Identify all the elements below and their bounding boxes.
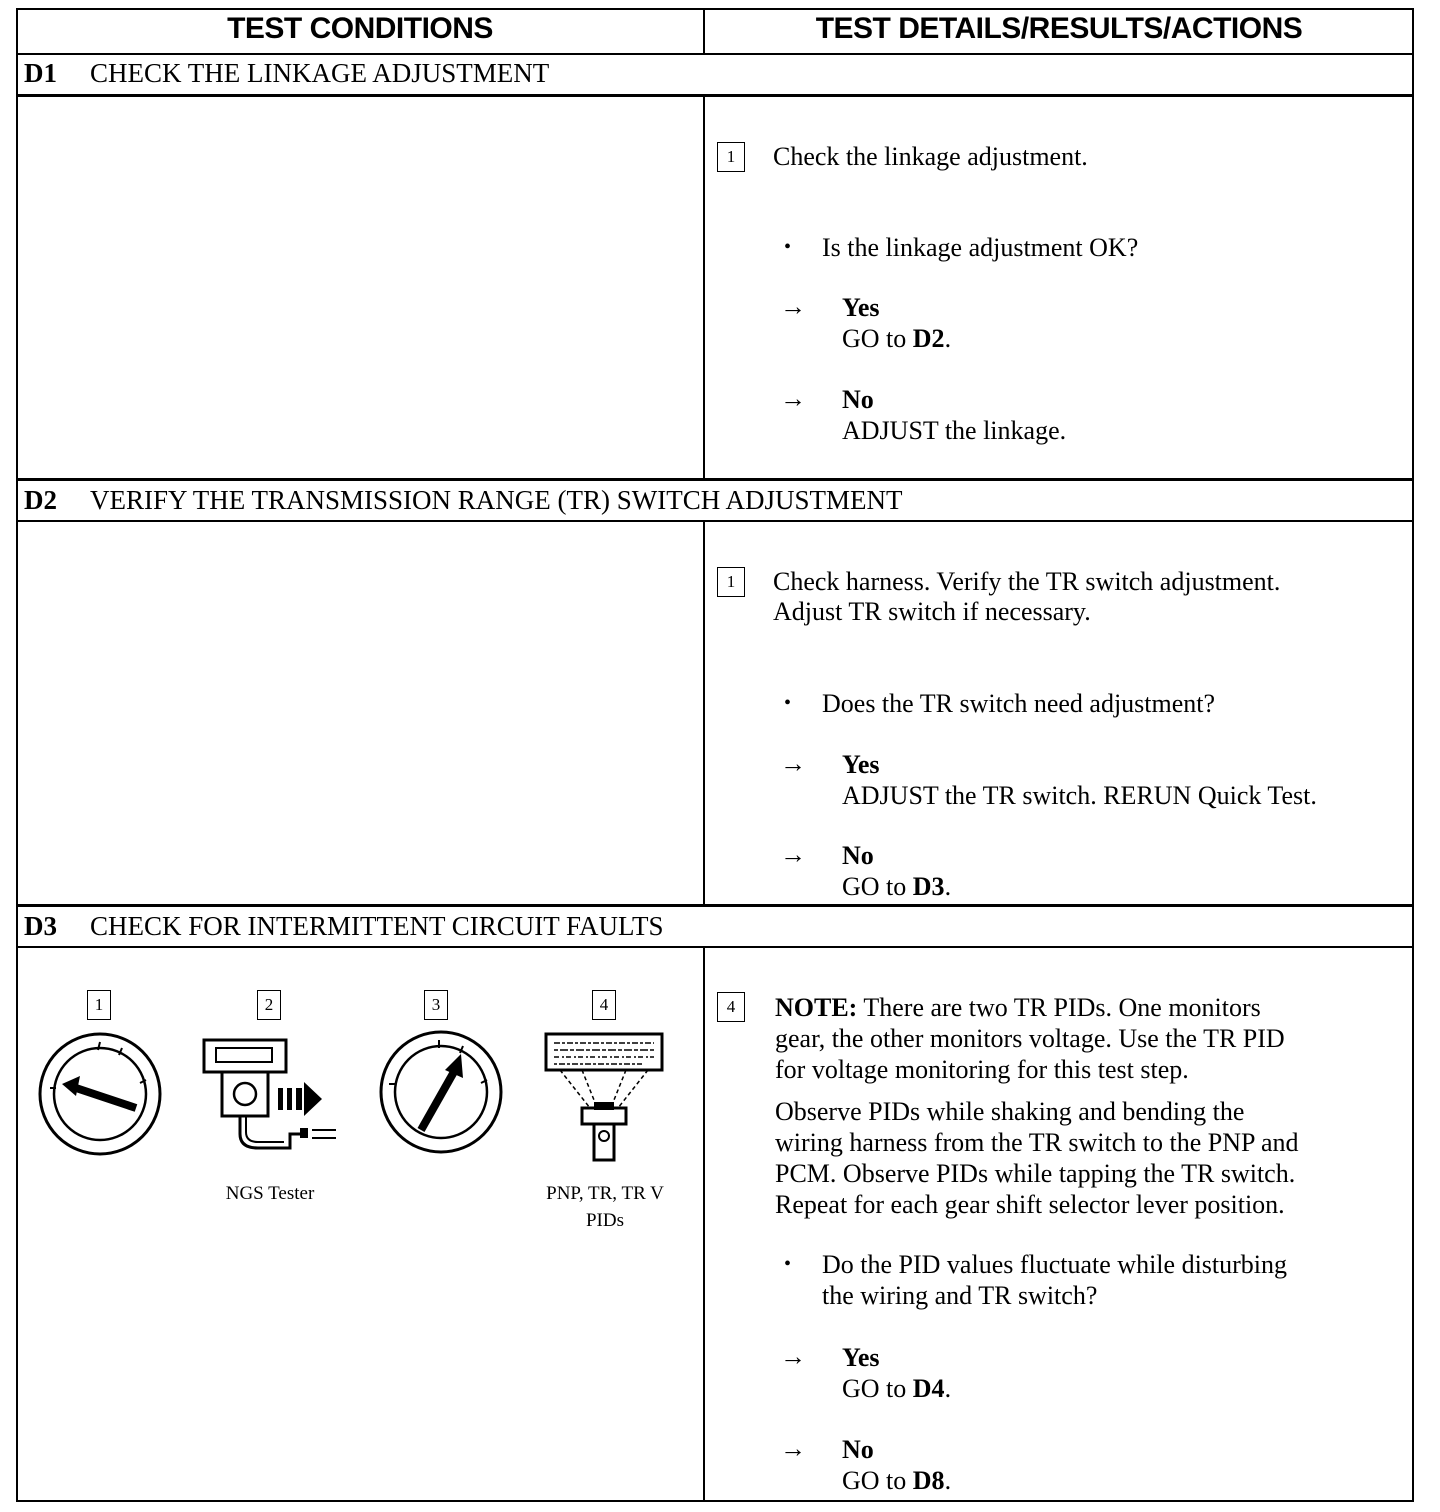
answer-action: ADJUST the linkage. xyxy=(842,416,1067,445)
bullet: • xyxy=(784,236,792,258)
instruction-line: Adjust TR switch if necessary. xyxy=(773,597,1091,626)
question: Do the PID values fluctuate while disturbing the wiring and TR switch? xyxy=(822,1250,1288,1310)
step-box: 4 xyxy=(717,992,745,1022)
step-title-text: VERIFY THE TRANSMISSION RANGE (TR) SWITCH ADJUSTMENT xyxy=(90,485,903,515)
answer-action: GO to D8. xyxy=(842,1466,952,1495)
step-title-d2 xyxy=(24,485,903,516)
answer-label: Yes xyxy=(842,750,880,779)
step-ref[interactable]: D8 xyxy=(912,1466,945,1495)
step-ref[interactable]: D3 xyxy=(912,872,945,901)
answer-no xyxy=(842,840,951,902)
answer-label: No xyxy=(842,1435,874,1464)
column-divider xyxy=(703,947,705,1502)
ignition-switch-on-icon xyxy=(377,1026,505,1158)
figure-number: 3 xyxy=(424,990,448,1020)
arrow-icon: → xyxy=(780,292,806,321)
answer-no xyxy=(842,384,1066,446)
step-box: 1 xyxy=(717,142,745,172)
figure-caption: NGS Tester xyxy=(225,1183,315,1204)
arrow-icon: → xyxy=(780,840,806,869)
step-title-text: CHECK FOR INTERMITTENT CIRCUIT FAULTS xyxy=(90,911,664,941)
pid-display-icon xyxy=(542,1030,666,1164)
answer-action: GO to D4. xyxy=(842,1374,952,1403)
rule-d3-title xyxy=(16,946,1414,948)
bullet: • xyxy=(784,1253,792,1275)
arrow-icon: → xyxy=(780,749,806,778)
question: Is the linkage adjustment OK? xyxy=(822,233,1139,262)
column-divider xyxy=(703,96,705,480)
arrow-icon: → xyxy=(780,1342,806,1371)
figure-number: 4 xyxy=(592,990,616,1020)
figure-number: 2 xyxy=(257,990,281,1020)
instruction: Check the linkage adjustment. xyxy=(773,142,1088,171)
step-id: D1 xyxy=(24,58,57,88)
note: NOTE: There are two TR PIDs. One monitors gear, the other monitors voltage. Use the TR PID for voltage monitoring for this test step. xyxy=(775,993,1285,1084)
rule-header xyxy=(16,53,1414,55)
header-test-details: TEST DETAILS/RESULTS/ACTIONS xyxy=(815,12,1303,45)
answer-action: ADJUST the TR switch. RERUN Quick Test. xyxy=(842,781,1317,810)
rule-d1-title xyxy=(16,94,1414,97)
answer-action: GO to D2. xyxy=(842,324,952,353)
note-label: NOTE: xyxy=(775,993,858,1022)
step-box: 1 xyxy=(717,567,745,597)
step-id: D2 xyxy=(24,485,57,515)
ignition-switch-off-icon xyxy=(36,1030,164,1158)
step-title-d1 xyxy=(24,58,549,89)
observe-instructions: Observe PIDs while shaking and bending the wiring harness from the TR switch to the PNP and PCM. Observe PIDs while tapping the TR switch. Repeat for each gear shift selector lever position. xyxy=(775,1097,1299,1219)
arrow-icon: → xyxy=(780,1434,806,1463)
arrow-icon: → xyxy=(780,384,806,413)
ngs-tester-icon xyxy=(200,1036,340,1162)
answer-action: GO to D3. xyxy=(842,872,952,901)
answer-label: No xyxy=(842,385,874,414)
answer-label: Yes xyxy=(842,1343,880,1372)
step-ref[interactable]: D4 xyxy=(912,1374,945,1403)
rule-d2-title xyxy=(16,520,1414,522)
answer-yes xyxy=(842,292,951,354)
instruction-line: Check harness. Verify the TR switch adjustment. xyxy=(773,567,1281,596)
step-title-text: CHECK THE LINKAGE ADJUSTMENT xyxy=(90,58,550,88)
figure-caption: PNP, TR, TR V PIDs xyxy=(546,1183,664,1231)
rule-d2-top xyxy=(16,478,1414,481)
header-test-conditions: TEST CONDITIONS xyxy=(227,12,493,45)
step-id: D3 xyxy=(24,911,57,941)
step-ref[interactable]: D2 xyxy=(912,324,945,353)
rule-d3-top xyxy=(16,904,1414,907)
question: Does the TR switch need adjustment? xyxy=(822,689,1216,718)
bullet: • xyxy=(784,692,792,714)
figure-number: 1 xyxy=(87,990,111,1020)
step-title-d3 xyxy=(24,911,664,942)
answer-no xyxy=(842,1434,951,1496)
answer-label: Yes xyxy=(842,293,880,322)
answer-yes xyxy=(842,1342,951,1404)
answer-yes xyxy=(842,749,1317,811)
column-divider xyxy=(703,521,705,906)
answer-label: No xyxy=(842,841,874,870)
